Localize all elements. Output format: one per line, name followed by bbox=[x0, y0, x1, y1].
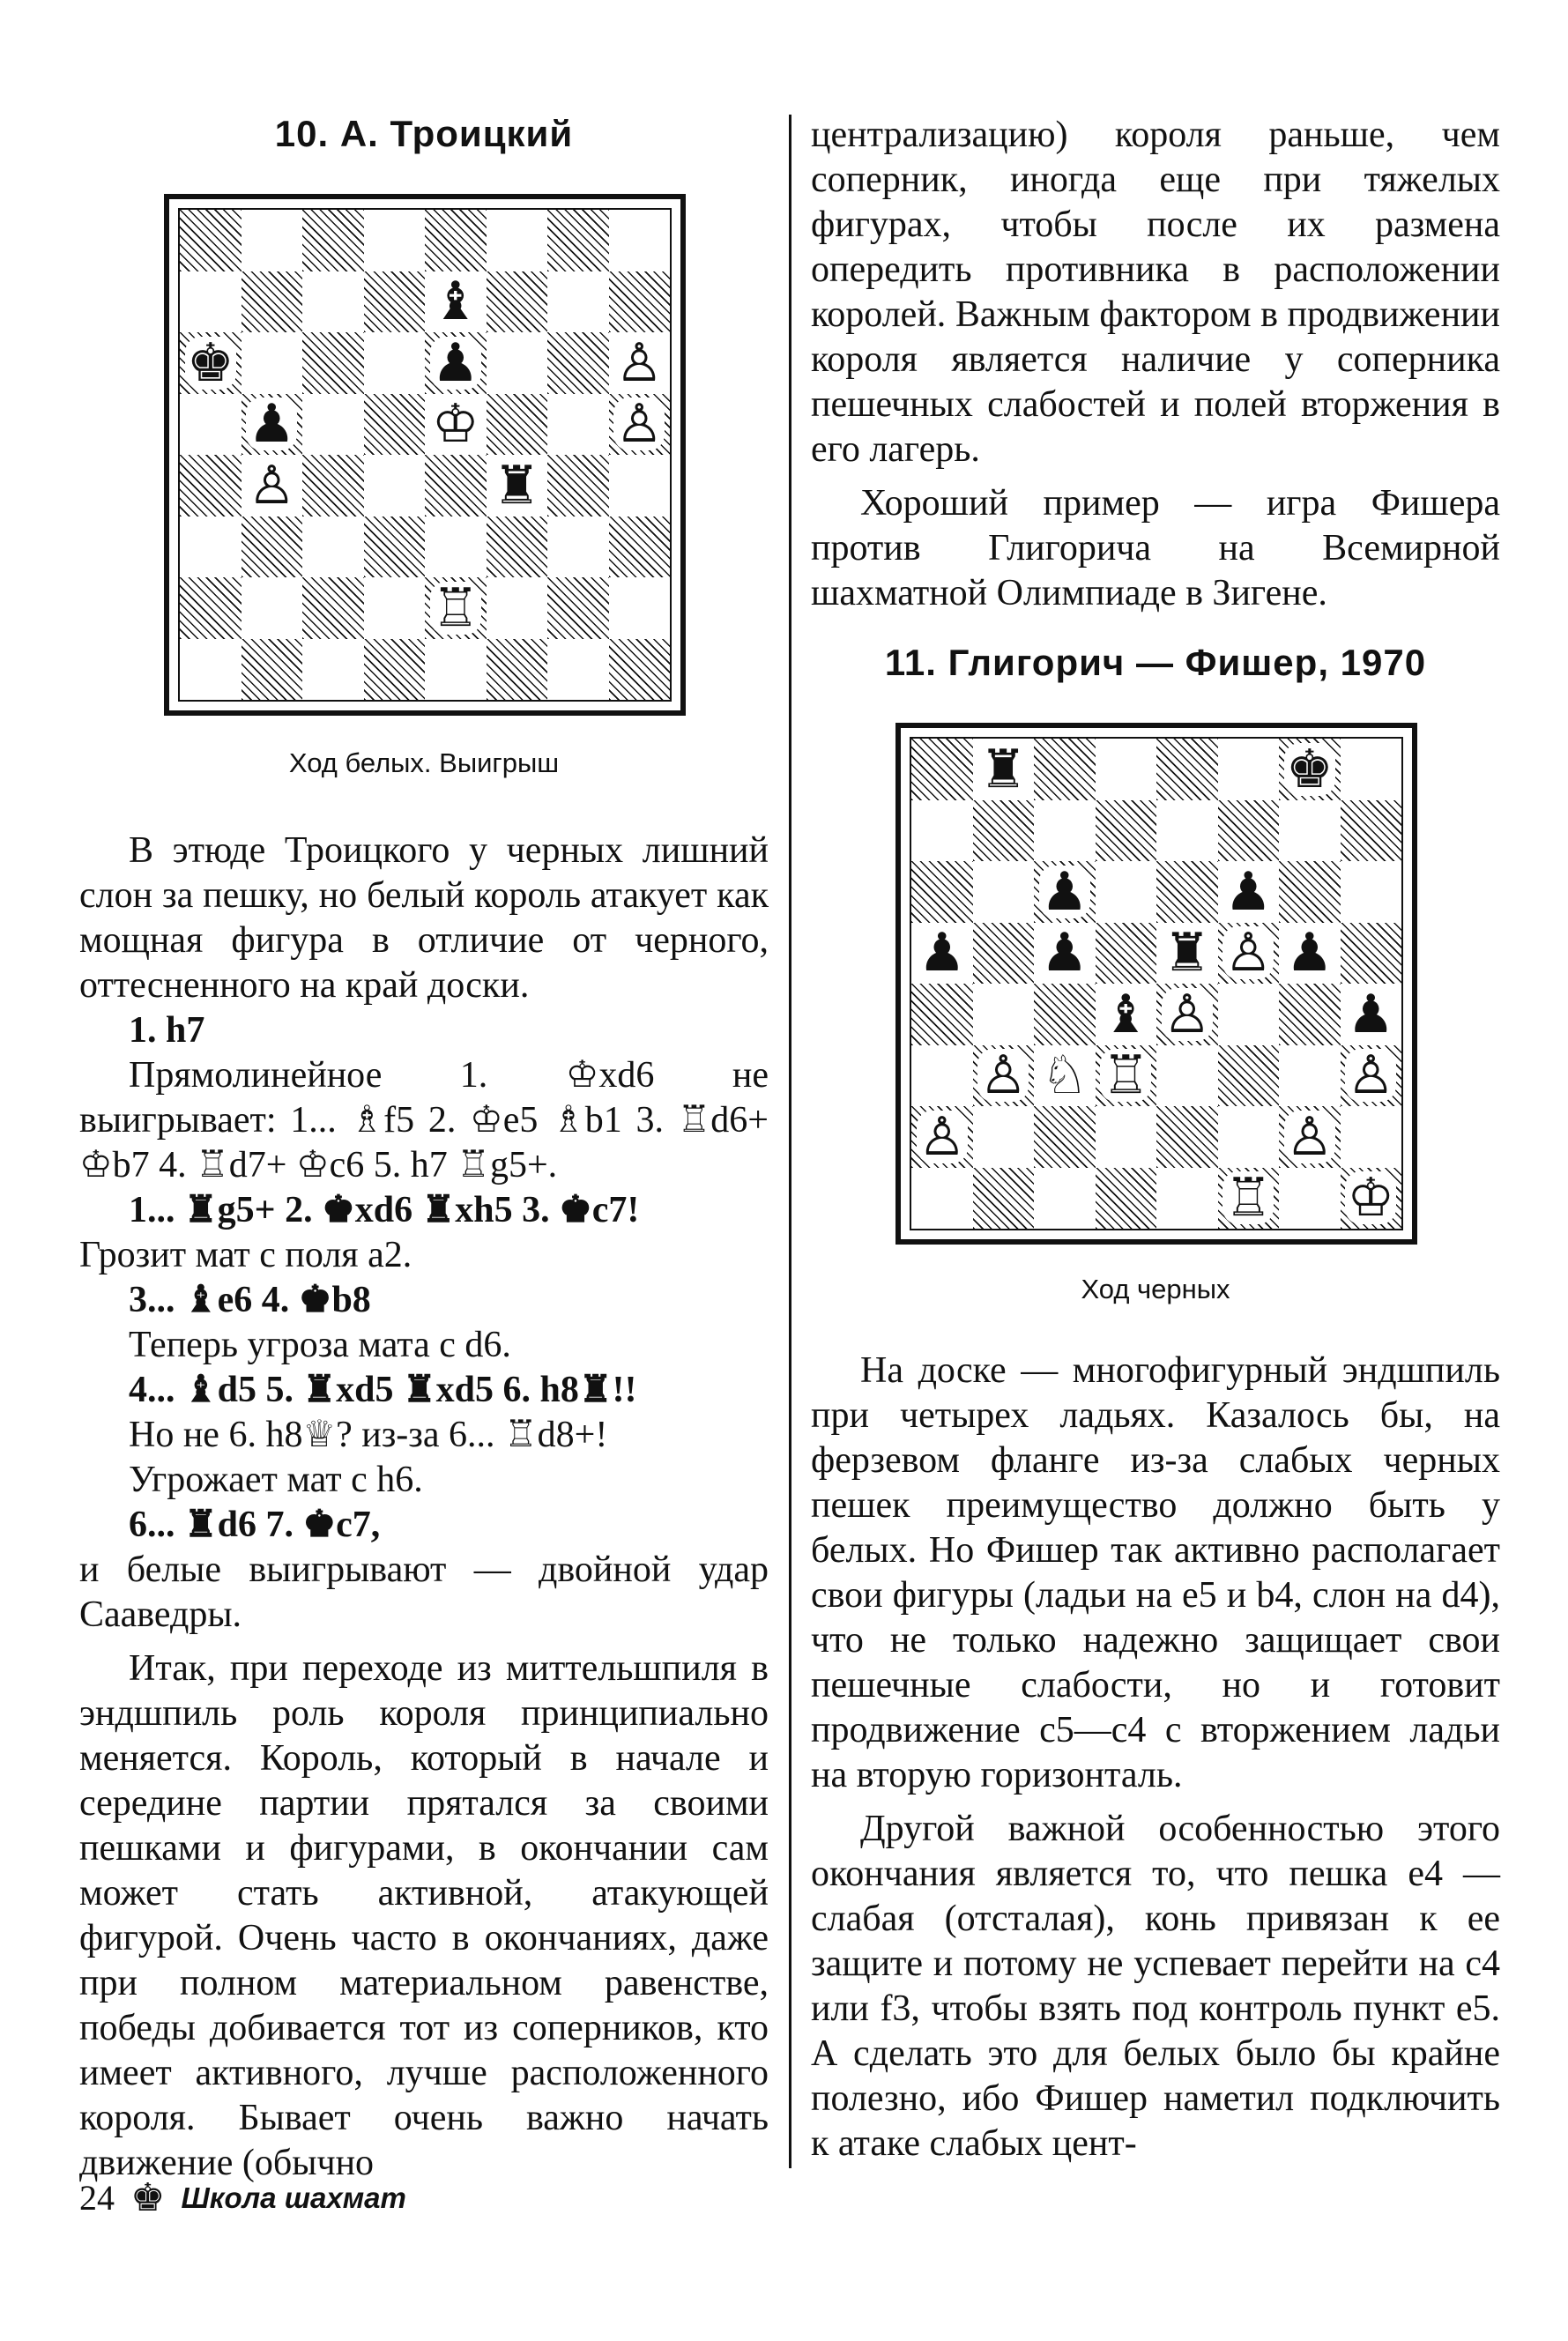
white-knight-icon: ♘ bbox=[1040, 1044, 1089, 1107]
square-f2 bbox=[487, 577, 548, 639]
black-pawn-icon: ♟ bbox=[248, 393, 296, 456]
white-pawn-icon: ♙ bbox=[1347, 1044, 1395, 1107]
square-g5 bbox=[1279, 923, 1341, 985]
square-d2 bbox=[364, 577, 426, 639]
square-c7 bbox=[1034, 800, 1096, 862]
square-f6 bbox=[1218, 861, 1280, 923]
chessboard-diagram-2 bbox=[895, 723, 1417, 1245]
square-g1 bbox=[547, 639, 609, 701]
square-c3 bbox=[302, 517, 364, 578]
square-e1 bbox=[1156, 1168, 1218, 1230]
square-e5 bbox=[425, 394, 487, 456]
square-g2 bbox=[547, 577, 609, 639]
square-c2 bbox=[302, 577, 364, 639]
square-h6 bbox=[1341, 861, 1402, 923]
square-b7 bbox=[973, 800, 1035, 862]
square-h5 bbox=[1341, 923, 1402, 985]
square-e5 bbox=[1156, 923, 1218, 985]
square-g8 bbox=[547, 210, 609, 271]
square-f8 bbox=[487, 210, 548, 271]
square-h1 bbox=[609, 639, 671, 701]
square-e2 bbox=[1156, 1106, 1218, 1168]
square-e3 bbox=[1156, 1045, 1218, 1107]
square-g7 bbox=[1279, 800, 1341, 862]
white-king-icon: ♔ bbox=[431, 393, 479, 456]
square-b1 bbox=[973, 1168, 1035, 1230]
white-pawn-icon: ♙ bbox=[615, 393, 664, 456]
column-divider bbox=[789, 115, 791, 2168]
black-bishop-icon: ♝ bbox=[1102, 983, 1150, 1045]
square-a8 bbox=[911, 739, 973, 800]
square-e3 bbox=[425, 517, 487, 578]
square-c3 bbox=[1034, 1045, 1096, 1107]
black-rook-icon: ♜ bbox=[1163, 922, 1211, 985]
comment-line: Но не 6. h8♕? из-за 6... ♖d8+! bbox=[129, 1415, 608, 1455]
white-rook-icon: ♖ bbox=[431, 576, 479, 639]
square-h3 bbox=[609, 517, 671, 578]
black-king-icon: ♚ bbox=[1285, 738, 1334, 800]
black-pawn-icon: ♟ bbox=[431, 331, 479, 394]
square-e7 bbox=[1156, 800, 1218, 862]
example-paragraph: Хороший пример — игра Фишера против Глигорича на Всемирной шахматной Олимпиаде в Зигене. bbox=[811, 483, 1500, 613]
square-f4 bbox=[1218, 984, 1280, 1045]
square-g2 bbox=[1279, 1106, 1341, 1168]
diagram-2-title: 11. Глигорич — Фишер, 1970 bbox=[884, 642, 1427, 683]
right-top-text bbox=[811, 113, 1500, 616]
diagram-1-caption: Ход белых. Выигрыш bbox=[288, 747, 560, 778]
square-b8 bbox=[973, 739, 1035, 800]
page-number: 24 bbox=[79, 2178, 115, 2218]
square-b4 bbox=[973, 984, 1035, 1045]
square-b3 bbox=[242, 517, 303, 578]
comment-line: Теперь угроза мата с d6. bbox=[129, 1325, 511, 1365]
square-d7 bbox=[1096, 800, 1157, 862]
white-pawn-icon: ♙ bbox=[1285, 1105, 1334, 1168]
square-c1 bbox=[302, 639, 364, 701]
square-d8 bbox=[364, 210, 426, 271]
square-e4 bbox=[1156, 984, 1218, 1045]
black-rook-icon: ♜ bbox=[493, 454, 541, 517]
main-paragraph: Итак, при переходе из миттельшпиля в эндшпиль роль короля принципиально меняется. Король, который в начале и середине партии прятался за своими пешками и фигурами, в окончании сам может стать активной, атакующей фигурой. Очень часто в окончаниях, даже при полном материальном равенстве, победы добивается тот из соперников, кто имеет активного, лучше расположенного короля. Бывает очень важно начать движение (обычно bbox=[79, 1648, 769, 2183]
move-line: 3... ♝e6 4. ♚b8 bbox=[129, 1280, 371, 1320]
square-e6 bbox=[1156, 861, 1218, 923]
crown-king-icon: ♚ bbox=[130, 2175, 166, 2220]
square-h7 bbox=[1341, 800, 1402, 862]
square-b2 bbox=[973, 1106, 1035, 1168]
square-c7 bbox=[302, 271, 364, 333]
board-grid bbox=[910, 737, 1403, 1230]
square-h4 bbox=[1341, 984, 1402, 1045]
square-e6 bbox=[425, 332, 487, 394]
square-h4 bbox=[609, 455, 671, 517]
black-pawn-icon: ♟ bbox=[918, 922, 966, 985]
square-a2 bbox=[911, 1106, 973, 1168]
square-d5 bbox=[364, 394, 426, 456]
square-c6 bbox=[302, 332, 364, 394]
square-d2 bbox=[1096, 1106, 1157, 1168]
square-a3 bbox=[180, 517, 242, 578]
white-pawn-icon: ♙ bbox=[1224, 922, 1273, 985]
square-d6 bbox=[364, 332, 426, 394]
square-f4 bbox=[487, 455, 548, 517]
analysis-paragraph: На доске — многофигурный эндшпиль при четырех ладьях. Казалось бы, на ферзевом фланге из-за слабых черных пешек преимущество должно быть у белых. Но Фишер так активно располагает свои фигуры (ладьи на e5 и b4, слон на d4), что не только надежно защищает свои пешечные слабости, но и готовит продвижение c5—c4 с вторжением ладьи на вторую горизонталь. bbox=[811, 1350, 1500, 1795]
comment-line: и белые выигрывают — двойной удар Сааведры. bbox=[79, 1550, 769, 1635]
square-a1 bbox=[911, 1168, 973, 1230]
square-b5 bbox=[973, 923, 1035, 985]
square-f3 bbox=[487, 517, 548, 578]
square-c8 bbox=[302, 210, 364, 271]
square-f6 bbox=[487, 332, 548, 394]
square-e8 bbox=[1156, 739, 1218, 800]
square-f5 bbox=[1218, 923, 1280, 985]
continuation-paragraph: централизацию) короля раньше, чем соперник, иногда еще при тяжелых фигурах, чтобы после их размена опередить противника в расположении королей. Важным фактором в продвижении короля является наличие у соперника пешечных слабостей и полей вторжения в его лагерь. bbox=[811, 115, 1500, 470]
square-a7 bbox=[180, 271, 242, 333]
intro-paragraph: В этюде Троицкого у черных лишний слон за пешку, но белый король атакует как мощная фигура в отличие от черного, оттесненного на край доски. bbox=[79, 830, 769, 1006]
square-f7 bbox=[487, 271, 548, 333]
square-f2 bbox=[1218, 1106, 1280, 1168]
square-c1 bbox=[1034, 1168, 1096, 1230]
square-c5 bbox=[1034, 923, 1096, 985]
square-f5 bbox=[487, 394, 548, 456]
square-d4 bbox=[364, 455, 426, 517]
square-f7 bbox=[1218, 800, 1280, 862]
square-h8 bbox=[1341, 739, 1402, 800]
comment-line: Угрожает мат с h6. bbox=[129, 1460, 423, 1500]
square-a7 bbox=[911, 800, 973, 862]
board-grid bbox=[178, 208, 672, 702]
square-e1 bbox=[425, 639, 487, 701]
square-d1 bbox=[1096, 1168, 1157, 1230]
square-g4 bbox=[1279, 984, 1341, 1045]
square-f1 bbox=[487, 639, 548, 701]
square-a5 bbox=[180, 394, 242, 456]
black-pawn-icon: ♟ bbox=[1040, 922, 1089, 985]
comment-line: Грозит мат с поля a2. bbox=[79, 1235, 412, 1275]
square-g1 bbox=[1279, 1168, 1341, 1230]
square-d8 bbox=[1096, 739, 1157, 800]
square-d3 bbox=[364, 517, 426, 578]
square-g3 bbox=[547, 517, 609, 578]
white-pawn-icon: ♙ bbox=[979, 1044, 1028, 1107]
square-e2 bbox=[425, 577, 487, 639]
square-a8 bbox=[180, 210, 242, 271]
square-g5 bbox=[547, 394, 609, 456]
square-d4 bbox=[1096, 984, 1157, 1045]
square-a6 bbox=[180, 332, 242, 394]
square-g8 bbox=[1279, 739, 1341, 800]
square-a5 bbox=[911, 923, 973, 985]
square-b7 bbox=[242, 271, 303, 333]
square-a6 bbox=[911, 861, 973, 923]
move-line: 4... ♝d5 5. ♜xd5 ♜xd5 6. h8♜!! bbox=[129, 1370, 637, 1410]
book-title: Школа шахмат bbox=[181, 2181, 406, 2214]
square-b4 bbox=[242, 455, 303, 517]
square-e4 bbox=[425, 455, 487, 517]
square-a4 bbox=[911, 984, 973, 1045]
square-h8 bbox=[609, 210, 671, 271]
left-body-text bbox=[79, 829, 769, 2186]
white-pawn-icon: ♙ bbox=[615, 331, 664, 394]
square-b3 bbox=[973, 1045, 1035, 1107]
black-rook-icon: ♜ bbox=[979, 738, 1028, 800]
diagram-2-caption: Ход черных bbox=[1081, 1274, 1230, 1304]
black-bishop-icon: ♝ bbox=[431, 271, 479, 333]
white-pawn-icon: ♙ bbox=[248, 454, 296, 517]
square-f3 bbox=[1218, 1045, 1280, 1107]
square-c4 bbox=[1034, 984, 1096, 1045]
square-g6 bbox=[1279, 861, 1341, 923]
square-b6 bbox=[242, 332, 303, 394]
square-h6 bbox=[609, 332, 671, 394]
square-h2 bbox=[609, 577, 671, 639]
white-rook-icon: ♖ bbox=[1102, 1044, 1150, 1107]
square-c2 bbox=[1034, 1106, 1096, 1168]
square-b6 bbox=[973, 861, 1035, 923]
black-pawn-icon: ♟ bbox=[1224, 860, 1273, 923]
square-a3 bbox=[911, 1045, 973, 1107]
square-c6 bbox=[1034, 861, 1096, 923]
square-f8 bbox=[1218, 739, 1280, 800]
square-a1 bbox=[180, 639, 242, 701]
square-h3 bbox=[1341, 1045, 1402, 1107]
analysis-paragraph: Другой важной особенностью этого окончания является то, что пешка e4 — слабая (отсталая), конь привязан к ее защите и потому не успевает перейти на c4 или f3, чтобы взять под контроль пункт e5. А сделать это для белых было бы крайне полезно, ибо Фишер наметил подключить к атаке слабых цент- bbox=[811, 1809, 1500, 2164]
square-f1 bbox=[1218, 1168, 1280, 1230]
chessboard-diagram-1 bbox=[164, 194, 686, 716]
diagram-1-title: 10. А. Троицкий bbox=[274, 113, 574, 154]
black-pawn-icon: ♟ bbox=[1285, 922, 1334, 985]
black-king-icon: ♚ bbox=[186, 331, 234, 394]
square-c4 bbox=[302, 455, 364, 517]
white-king-icon: ♔ bbox=[1347, 1167, 1395, 1230]
square-b8 bbox=[242, 210, 303, 271]
white-pawn-icon: ♙ bbox=[1163, 983, 1211, 1045]
square-g6 bbox=[547, 332, 609, 394]
square-d6 bbox=[1096, 861, 1157, 923]
square-a2 bbox=[180, 577, 242, 639]
square-d5 bbox=[1096, 923, 1157, 985]
black-pawn-icon: ♟ bbox=[1040, 860, 1089, 923]
white-pawn-icon: ♙ bbox=[918, 1105, 966, 1168]
square-e8 bbox=[425, 210, 487, 271]
square-d3 bbox=[1096, 1045, 1157, 1107]
square-h1 bbox=[1341, 1168, 1402, 1230]
square-b5 bbox=[242, 394, 303, 456]
square-h7 bbox=[609, 271, 671, 333]
square-c5 bbox=[302, 394, 364, 456]
right-body-text bbox=[811, 1349, 1500, 2166]
square-a4 bbox=[180, 455, 242, 517]
comment-line: Прямолинейное 1. ♔xd6 не выигрывает: 1... ♗f5 2. ♔e5 ♗b1 3. ♖d6+ ♔b7 4. ♖d7+ ♔c6 5. h7 ♖g5+. bbox=[79, 1055, 769, 1185]
white-rook-icon: ♖ bbox=[1224, 1167, 1273, 1230]
move-line: 1. h7 bbox=[129, 1010, 205, 1051]
square-g4 bbox=[547, 455, 609, 517]
square-b1 bbox=[242, 639, 303, 701]
square-d7 bbox=[364, 271, 426, 333]
square-h2 bbox=[1341, 1106, 1402, 1168]
square-h5 bbox=[609, 394, 671, 456]
move-line: 1... ♜g5+ 2. ♚xd6 ♜xh5 3. ♚c7! bbox=[129, 1190, 640, 1230]
square-c8 bbox=[1034, 739, 1096, 800]
move-line: 6... ♜d6 7. ♚c7, bbox=[129, 1505, 381, 1545]
square-g7 bbox=[547, 271, 609, 333]
square-e7 bbox=[425, 271, 487, 333]
square-b2 bbox=[242, 577, 303, 639]
square-d1 bbox=[364, 639, 426, 701]
black-pawn-icon: ♟ bbox=[1347, 983, 1395, 1045]
square-g3 bbox=[1279, 1045, 1341, 1107]
page-footer bbox=[79, 2175, 406, 2220]
